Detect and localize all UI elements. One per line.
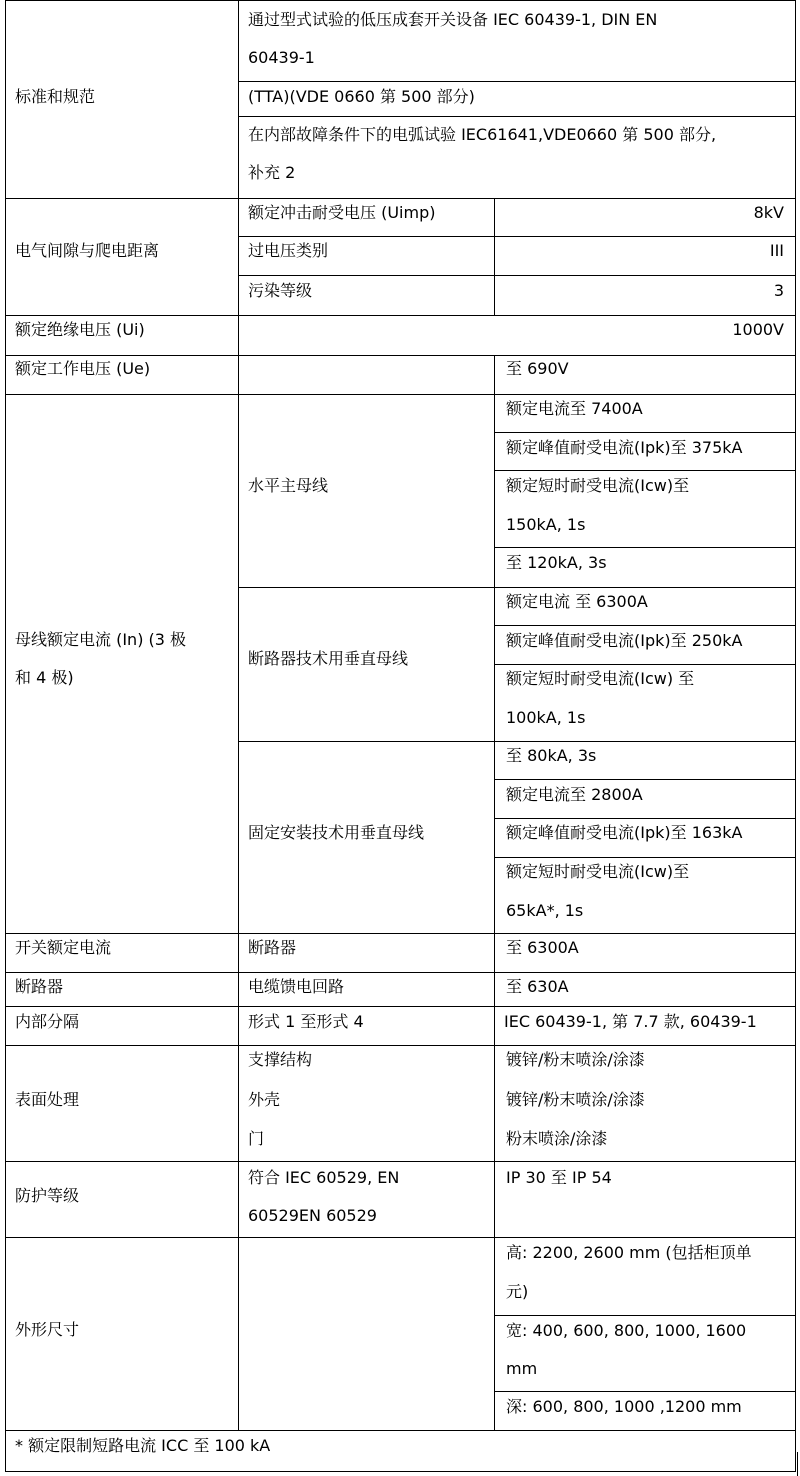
row-line [238,81,796,82]
row-line [5,972,796,973]
row-line [494,1315,796,1316]
surface-finish: 粉末喷涂/涂漆 [506,1129,608,1148]
row-line [238,741,796,742]
fixed-vertical-busbar-label: 固定安装技术用垂直母线 [248,823,425,842]
standards-line: 补充 2 [248,163,296,182]
switch-current-value: 至 6300A [506,938,579,957]
row-line [5,315,796,316]
row-line [238,116,796,117]
dimensions-line: 宽: 400, 600, 800, 1000, 1600 [506,1321,747,1340]
busbar-spec: 150kA, 1s [506,515,586,534]
standards-line: 通过型式试验的低压成套开关设备 IEC 60439-1, DIN EN [248,10,658,29]
busbar-spec: 额定电流 至 6300A [506,592,648,611]
standards-line: 60439-1 [248,48,315,67]
separation-label: 内部分隔 [15,1012,80,1031]
col-divider-2b [494,355,495,1430]
surface-finish: 镀锌/粉末喷涂/涂漆 [506,1090,645,1109]
table-border-left [5,0,6,1472]
separation-standard: IEC 60439-1, 第 7.7 款, 60439-1 [504,1012,757,1031]
busbar-spec: 额定电流至 7400A [506,399,643,418]
row-line [5,1430,796,1431]
clearance-value: III [769,241,784,260]
clearance-value: 3 [773,281,784,300]
standards-line: 在内部故障条件下的电弧试验 IEC61641,VDE0660 第 500 部分, [248,125,717,144]
row-line [5,1006,796,1007]
busbar-spec: 额定电流至 2800A [506,785,643,804]
clearance-param: 额定冲击耐受电压 (Uimp) [248,203,436,222]
dimensions-line: 深: 600, 800, 1000 ,1200 mm [506,1397,742,1416]
breaker-value: 至 630A [506,977,569,996]
surface-label: 表面处理 [15,1090,80,1109]
busbar-spec: 100kA, 1s [506,708,586,727]
row-line [494,1391,796,1392]
busbar-label: 和 4 极) [15,668,74,687]
busbar-spec: 额定短时耐受电流(Icw)至 [506,476,690,495]
breaker-vertical-busbar-label: 断路器技术用垂直母线 [248,649,409,668]
row-line [494,625,796,626]
row-line [494,664,796,665]
insulation-voltage-value: 1000V [732,320,784,339]
col-divider-1 [238,0,239,1430]
row-line [494,818,796,819]
separation-form: 形式 1 至形式 4 [248,1012,364,1031]
busbar-label: 母线额定电流 (In) (3 极 [15,630,187,649]
dimensions-label: 外形尺寸 [15,1320,80,1339]
surface-part: 门 [248,1129,265,1148]
busbar-spec: 65kA*, 1s [506,901,584,920]
row-line [494,432,796,433]
dimensions-line: mm [506,1359,538,1378]
col-divider-2 [494,198,495,316]
dimensions-line: 高: 2200, 2600 mm (包括柜顶单 [506,1243,752,1262]
page-edge-mark [797,1452,798,1476]
clearance-param: 过电压类别 [248,241,329,260]
protection-label: 防护等级 [15,1186,80,1205]
busbar-spec: 额定峰值耐受电流(Ipk)至 250kA [506,631,743,650]
busbar-spec: 至 80kA, 3s [506,746,597,765]
standards-label: 标准和规范 [15,87,96,106]
busbar-spec: 至 120kA, 3s [506,553,607,572]
row-line [494,547,796,548]
busbar-spec: 额定峰值耐受电流(Ipk)至 375kA [506,438,743,457]
surface-part: 外壳 [248,1090,281,1109]
busbar-spec: 额定短时耐受电流(Icw) 至 [506,669,695,688]
operating-voltage-value: 至 690V [506,359,569,378]
footnote: * 额定限制短路电流 ICC 至 100 kA [15,1436,271,1455]
breaker-device: 电缆馈电回路 [248,977,345,996]
row-line [5,933,796,934]
insulation-voltage-label: 额定绝缘电压 (Ui) [15,320,145,339]
clearance-value: 8kV [753,203,784,222]
row-line [5,0,796,1]
busbar-spec: 额定峰值耐受电流(Ipk)至 163kA [506,823,743,842]
busbar-spec: 额定短时耐受电流(Icw)至 [506,862,690,881]
row-line [494,470,796,471]
row-line [238,236,796,237]
switch-current-label: 开关额定电流 [15,938,112,957]
switch-current-device: 断路器 [248,938,297,957]
row-line [5,1237,796,1238]
surface-part: 支撑结构 [248,1050,313,1069]
row-line [5,394,796,395]
protection-standard: 60529EN 60529 [248,1206,377,1225]
clearance-label: 电气间隙与爬电距离 [15,241,160,260]
table-border-right [795,0,796,1472]
row-line [5,198,796,199]
standards-line: (TTA)(VDE 0660 第 500 部分) [248,87,475,106]
protection-value: IP 30 至 IP 54 [506,1168,612,1187]
operating-voltage-label: 额定工作电压 (Ue) [15,359,151,378]
row-line [238,275,796,276]
row-line [494,779,796,780]
row-line [5,355,796,356]
horizontal-busbar-label: 水平主母线 [248,476,329,495]
breaker-label: 断路器 [15,977,64,996]
row-line [238,587,796,588]
surface-finish: 镀锌/粉末喷涂/涂漆 [506,1050,645,1069]
row-line [5,1161,796,1162]
dimensions-line: 元) [506,1282,529,1301]
clearance-param: 污染等级 [248,281,313,300]
row-line [494,857,796,858]
row-line [5,1471,796,1472]
protection-standard: 符合 IEC 60529, EN [248,1168,400,1187]
row-line [5,1045,796,1046]
